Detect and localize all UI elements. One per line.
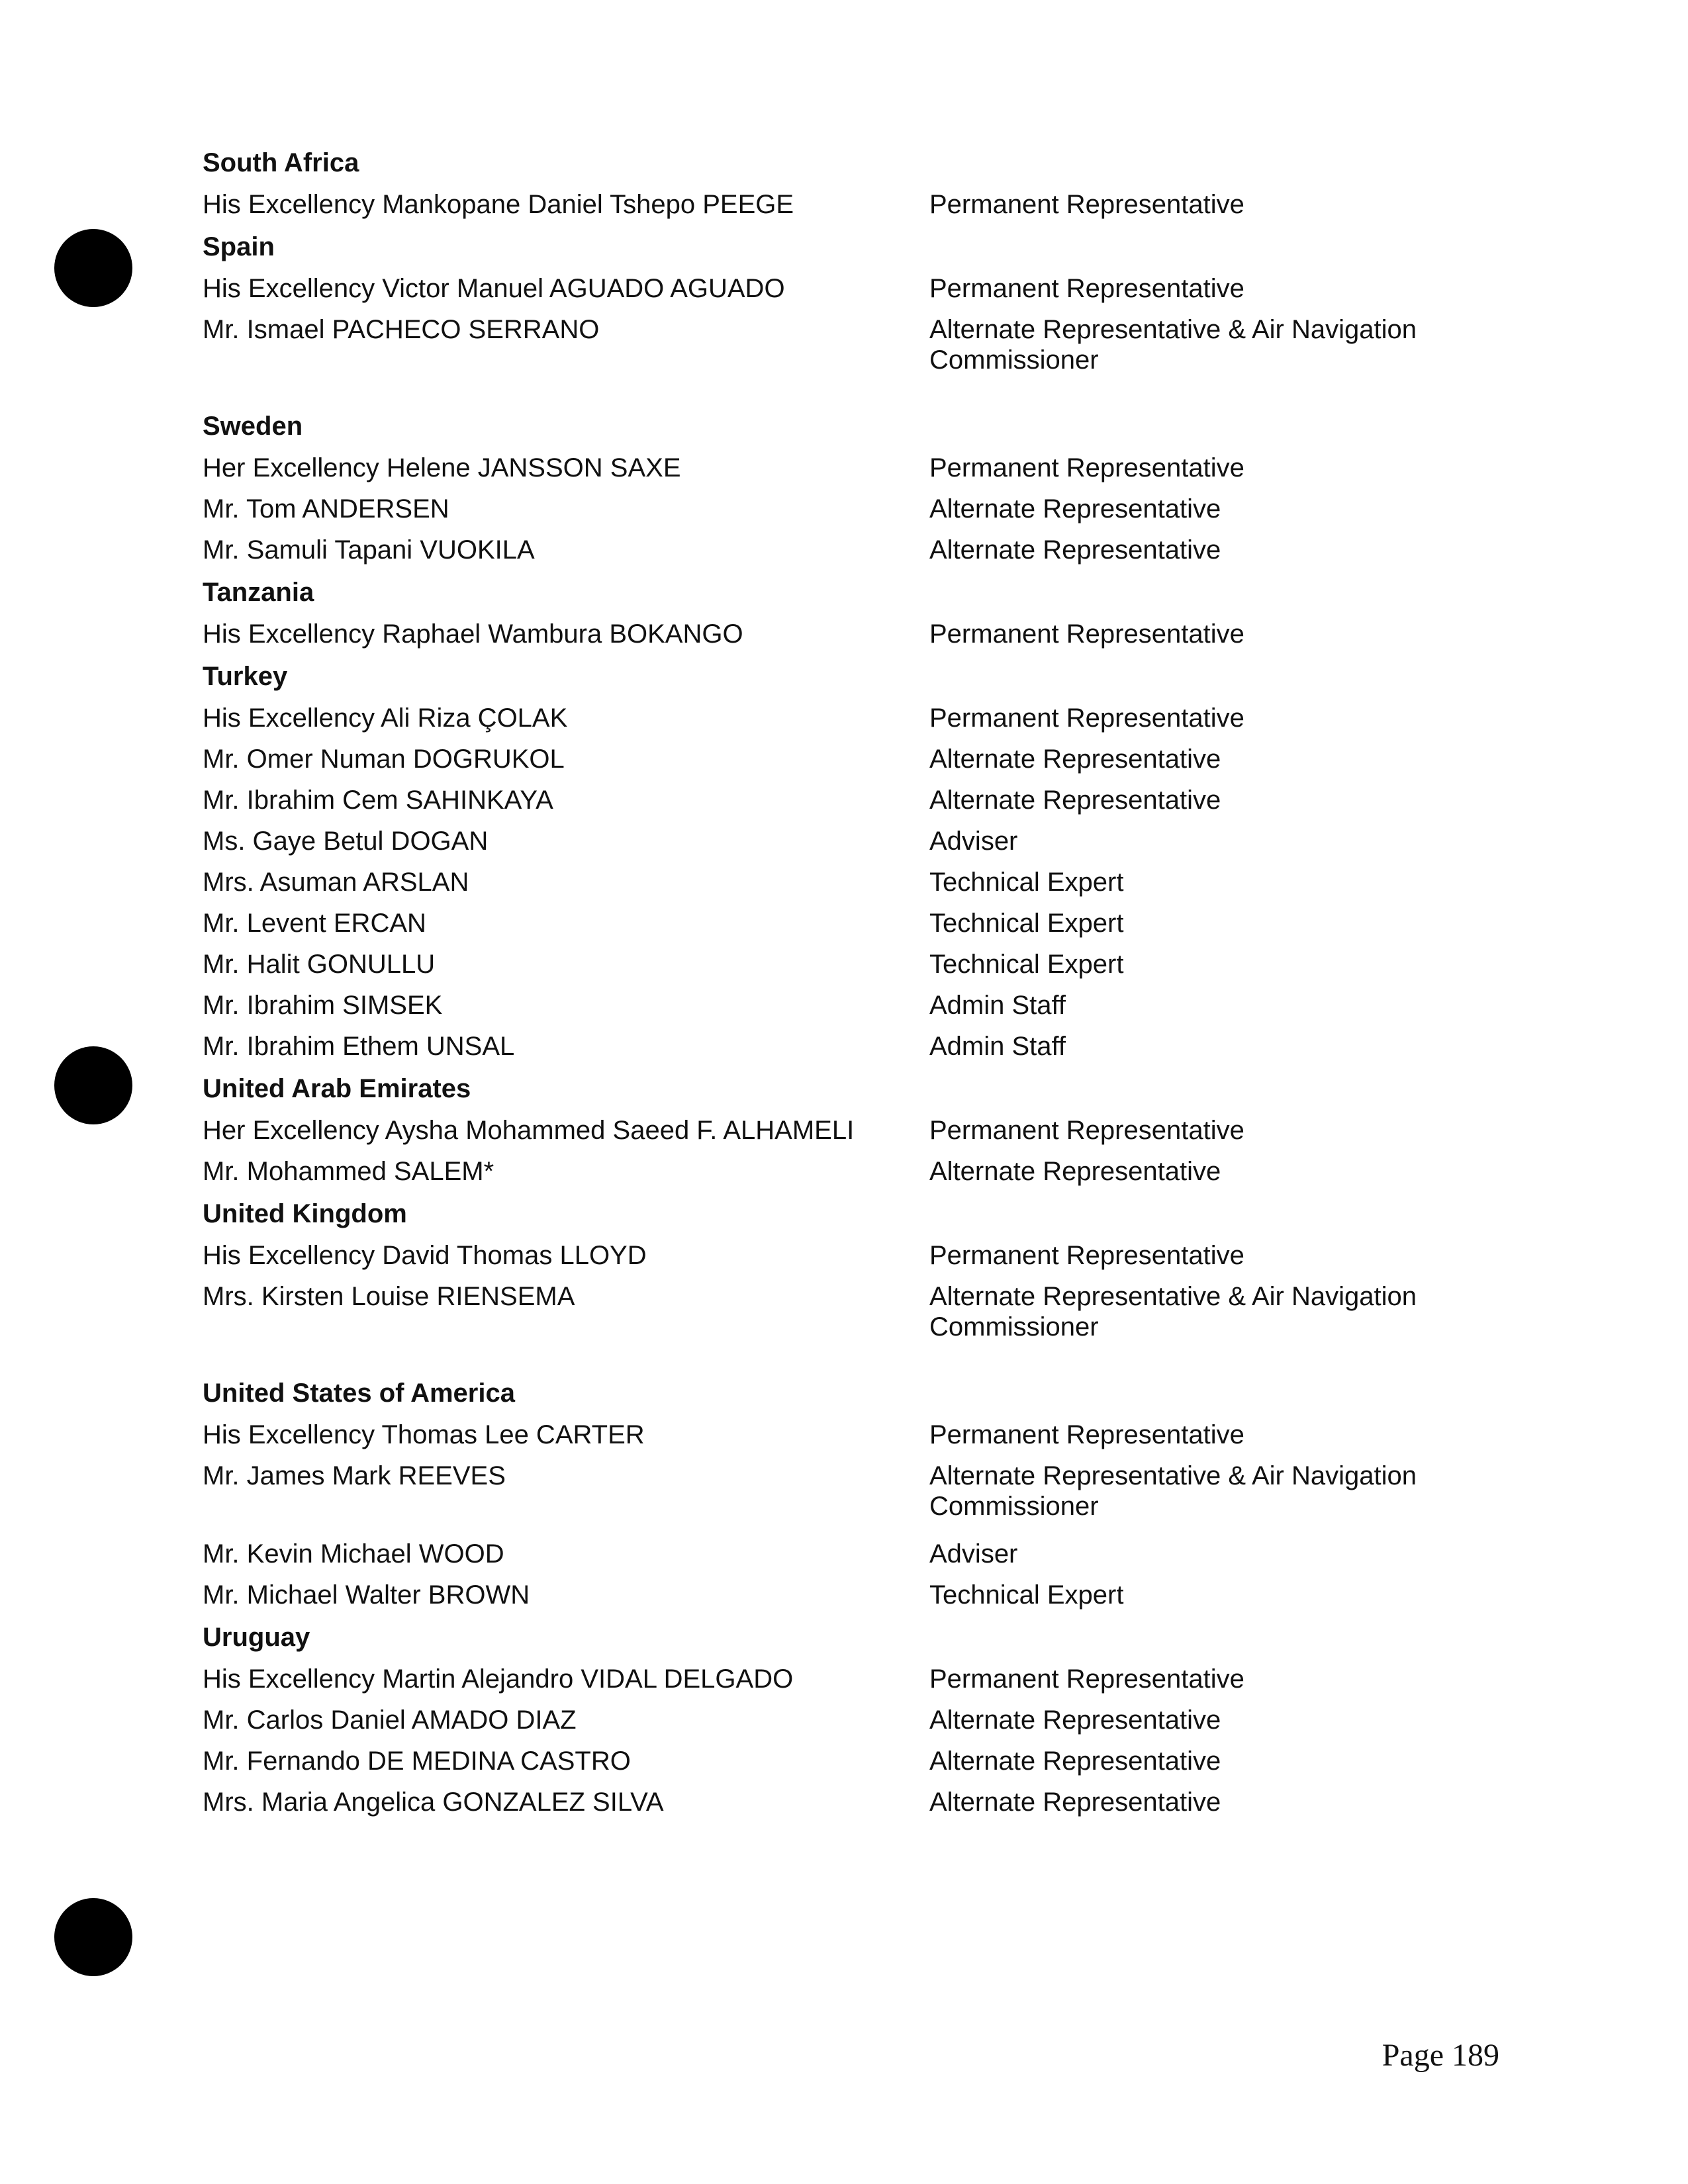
- delegate-name: Her Excellency Aysha Mohammed Saeed F. ALHAMELI: [203, 1116, 855, 1145]
- delegate-row: [203, 1533, 1460, 1574]
- delegate-role: Permanent Representative: [929, 704, 1244, 733]
- delegate-row: [203, 184, 1460, 225]
- country-name: United Arab Emirates: [203, 1074, 471, 1103]
- delegate-name: Mr. Halit GONULLU: [203, 950, 436, 979]
- delegate-row: [203, 447, 1460, 488]
- country-name: Uruguay: [203, 1623, 310, 1652]
- delegate-role: Alternate Representative & Air Navigation Commissioner: [929, 315, 1417, 375]
- delegate-row: [203, 1110, 1460, 1151]
- punch-hole: [54, 1046, 132, 1124]
- delegate-role: Alternate Representative: [929, 745, 1221, 774]
- delegate-role: Permanent Representative: [929, 1116, 1244, 1145]
- delegation-list: [203, 142, 1460, 1824]
- delegate-row: [203, 698, 1460, 739]
- delegate-role: Permanent Representative: [929, 1420, 1244, 1449]
- delegate-row: [203, 488, 1460, 529]
- delegate-name: His Excellency David Thomas LLOYD: [203, 1241, 647, 1270]
- delegate-name: Mr. Mohammed SALEM*: [203, 1157, 494, 1186]
- country-section: [203, 406, 1460, 570]
- delegate-role: Permanent Representative: [929, 1241, 1244, 1270]
- delegate-role: Alternate Representative: [929, 786, 1221, 815]
- delegate-name: Mr. Tom ANDERSEN: [203, 494, 449, 523]
- country-name: Spain: [203, 232, 275, 261]
- delegate-name: His Excellency Victor Manuel AGUADO AGUADO: [203, 274, 785, 303]
- delegate-name: Her Excellency Helene JANSSON SAXE: [203, 453, 681, 482]
- delegate-role: Admin Staff: [929, 1032, 1066, 1061]
- country-name: Turkey: [203, 662, 288, 691]
- delegate-row: [203, 1276, 1460, 1354]
- delegate-row: [203, 268, 1460, 309]
- delegate-row: [203, 1659, 1460, 1700]
- delegate-row: [203, 903, 1460, 944]
- delegate-name: Mr. Ibrahim Cem SAHINKAYA: [203, 786, 553, 815]
- delegate-row: [203, 821, 1460, 862]
- delegate-name: Ms. Gaye Betul DOGAN: [203, 827, 489, 856]
- country-section: [203, 656, 1460, 1067]
- delegate-role: Alternate Representative: [929, 1706, 1221, 1735]
- delegate-role: Admin Staff: [929, 991, 1066, 1020]
- country-name: Tanzania: [203, 578, 314, 607]
- delegate-role: Technical Expert: [929, 1580, 1124, 1610]
- delegate-role: Adviser: [929, 1539, 1018, 1569]
- delegate-role: Alternate Representative & Air Navigation Commissioner: [929, 1461, 1417, 1521]
- delegate-row: [203, 944, 1460, 985]
- delegate-row: [203, 780, 1460, 821]
- delegate-name: His Excellency Raphael Wambura BOKANGO: [203, 619, 743, 649]
- delegate-role: Adviser: [929, 827, 1018, 856]
- delegate-role: Permanent Representative: [929, 619, 1244, 649]
- delegate-role: Permanent Representative: [929, 453, 1244, 482]
- delegate-name: Mrs. Asuman ARSLAN: [203, 868, 469, 897]
- country-section: [203, 1193, 1460, 1354]
- delegate-row: [203, 1414, 1460, 1455]
- punch-hole: [54, 229, 132, 307]
- country-section: [203, 1068, 1460, 1192]
- page-number: Page 189: [1382, 2038, 1499, 2073]
- delegate-row: [203, 1235, 1460, 1276]
- country-name: South Africa: [203, 148, 359, 177]
- delegate-role: Permanent Representative: [929, 190, 1244, 219]
- delegate-name: Mr. Ismael PACHECO SERRANO: [203, 315, 600, 344]
- delegate-role: Technical Expert: [929, 950, 1124, 979]
- country-section: [203, 1617, 1460, 1823]
- delegate-name: Mr. Omer Numan DOGRUKOL: [203, 745, 565, 774]
- delegate-name: Mr. Ibrahim Ethem UNSAL: [203, 1032, 515, 1061]
- delegate-name: Mr. Kevin Michael WOOD: [203, 1539, 504, 1569]
- delegate-row: [203, 1700, 1460, 1741]
- delegate-row: [203, 1741, 1460, 1782]
- country-name: United Kingdom: [203, 1199, 407, 1228]
- delegate-row: [203, 1574, 1460, 1615]
- delegate-name: Mr. Ibrahim SIMSEK: [203, 991, 443, 1020]
- delegate-row: [203, 1782, 1460, 1823]
- delegate-role: Alternate Representative & Air Navigation Commissioner: [929, 1282, 1417, 1342]
- country-name: United States of America: [203, 1379, 515, 1408]
- delegate-name: Mrs. Kirsten Louise RIENSEMA: [203, 1282, 575, 1311]
- delegate-name: His Excellency Ali Riza ÇOLAK: [203, 704, 568, 733]
- delegate-role: Alternate Representative: [929, 535, 1221, 565]
- delegate-row: [203, 739, 1460, 780]
- delegate-role: Alternate Representative: [929, 1157, 1221, 1186]
- delegate-name: His Excellency Martin Alejandro VIDAL DELGADO: [203, 1664, 794, 1694]
- delegate-name: Mrs. Maria Angelica GONZALEZ SILVA: [203, 1788, 664, 1817]
- delegate-name: Mr. Carlos Daniel AMADO DIAZ: [203, 1706, 577, 1735]
- delegate-row: [203, 614, 1460, 655]
- delegate-name: Mr. James Mark REEVES: [203, 1461, 506, 1490]
- punch-hole: [54, 1898, 132, 1976]
- delegate-row: [203, 985, 1460, 1026]
- delegate-row: [203, 309, 1460, 387]
- country-section: [203, 1373, 1460, 1615]
- delegate-row: [203, 862, 1460, 903]
- delegate-role: Technical Expert: [929, 909, 1124, 938]
- delegate-name: His Excellency Thomas Lee CARTER: [203, 1420, 645, 1449]
- delegate-name: His Excellency Mankopane Daniel Tshepo PEEGE: [203, 190, 794, 219]
- delegate-row: [203, 1151, 1460, 1192]
- delegate-row: [203, 529, 1460, 570]
- delegate-row: [203, 1026, 1460, 1067]
- delegate-role: Technical Expert: [929, 868, 1124, 897]
- delegate-name: Mr. Levent ERCAN: [203, 909, 426, 938]
- country-section: [203, 572, 1460, 655]
- delegate-role: Permanent Representative: [929, 274, 1244, 303]
- delegate-role: Alternate Representative: [929, 1747, 1221, 1776]
- delegate-row: [203, 1455, 1460, 1533]
- delegate-role: Alternate Representative: [929, 1788, 1221, 1817]
- delegate-name: Mr. Samuli Tapani VUOKILA: [203, 535, 535, 565]
- country-name: Sweden: [203, 412, 303, 441]
- country-section: [203, 142, 1460, 225]
- delegate-role: Alternate Representative: [929, 494, 1221, 523]
- country-section: [203, 226, 1460, 387]
- delegate-name: Mr. Michael Walter BROWN: [203, 1580, 530, 1610]
- delegate-role: Permanent Representative: [929, 1664, 1244, 1694]
- delegate-name: Mr. Fernando DE MEDINA CASTRO: [203, 1747, 631, 1776]
